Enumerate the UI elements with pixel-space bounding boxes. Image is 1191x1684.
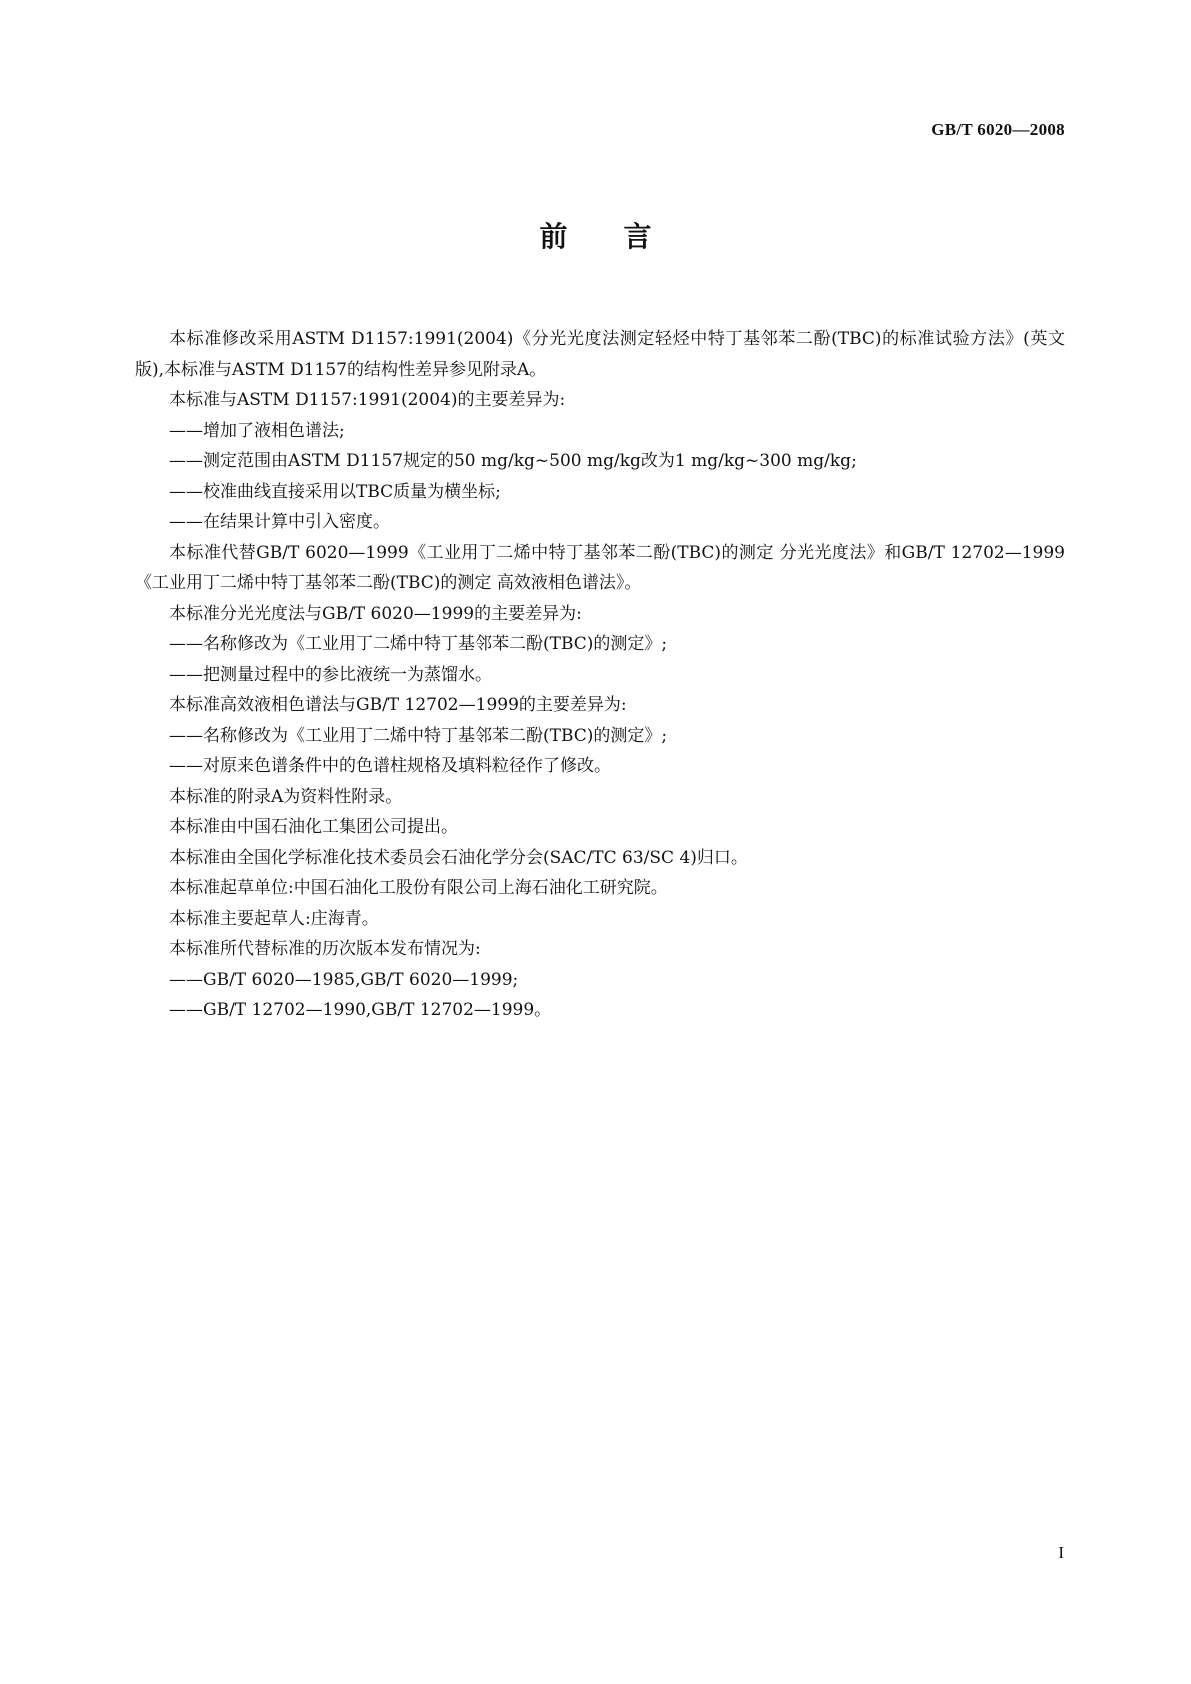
list-item: ——对原来色谱条件中的色谱柱规格及填料粒径作了修改。	[169, 756, 611, 776]
list-item: ——测定范围由ASTM D1157规定的50 mg/kg~500 mg/kg改为1 mg/kg~300 mg/kg;	[169, 451, 857, 471]
list-item: ——增加了液相色谱法;	[169, 420, 345, 441]
paragraph-history: 本标准所代替标准的历次版本发布情况为:	[169, 939, 481, 959]
list-item: ——GB/T 6020—1985,GB/T 6020—1999;	[169, 969, 519, 990]
paragraph-adoption: 本标准修改采用ASTM D1157:1991(2004)《分光光度法测定轻烃中特丁基邻苯二酚(TBC)的标准试验方法》(英文版),本标准与ASTM D1157的结构性差异参见附录A。	[135, 329, 1065, 380]
paragraph-committee: 本标准由全国化学标准化技术委员会石油化学分会(SAC/TC 63/SC 4)归口。	[169, 847, 748, 868]
paragraph-replaces: 本标准代替GB/T 6020—1999《工业用丁二烯中特丁基邻苯二酚(TBC)的测定 分光光度法》和GB/T 12702—1999《工业用丁二烯中特丁基邻苯二酚(TBC)的测定 高效液相色谱法》。	[135, 542, 1065, 593]
page-title: 前言	[539, 220, 708, 253]
paragraph-spectrophotometry-differences: 本标准分光光度法与GB/T 6020—1999的主要差异为:	[169, 603, 582, 624]
list-item: ——名称修改为《工业用丁二烯中特丁基邻苯二酚(TBC)的测定》;	[169, 725, 668, 746]
list-item: ——名称修改为《工业用丁二烯中特丁基邻苯二酚(TBC)的测定》;	[169, 634, 668, 654]
list-item: ——在结果计算中引入密度。	[169, 512, 390, 532]
list-item: ——GB/T 12702—1990,GB/T 12702—1999。	[169, 1000, 552, 1020]
list-item: ——把测量过程中的参比液统一为蒸馏水。	[169, 664, 492, 685]
paragraph-astm-differences: 本标准与ASTM D1157:1991(2004)的主要差异为:	[169, 390, 566, 410]
foreword-body	[135, 324, 1065, 1026]
paragraph-annex: 本标准的附录A为资料性附录。	[169, 786, 403, 807]
paragraph-proposer: 本标准由中国石油化工集团公司提出。	[169, 817, 458, 837]
paragraph-hplc-differences: 本标准高效液相色谱法与GB/T 12702—1999的主要差异为:	[169, 695, 627, 715]
list-item: ——校准曲线直接采用以TBC质量为横坐标;	[169, 481, 501, 502]
paragraph-drafting-unit: 本标准起草单位:中国石油化工股份有限公司上海石油化工研究院。	[169, 878, 668, 898]
paragraph-drafters: 本标准主要起草人:庄海青。	[169, 908, 379, 929]
standard-number: GB/T 6020—2008	[931, 120, 1065, 139]
page-number: I	[1058, 1543, 1064, 1562]
